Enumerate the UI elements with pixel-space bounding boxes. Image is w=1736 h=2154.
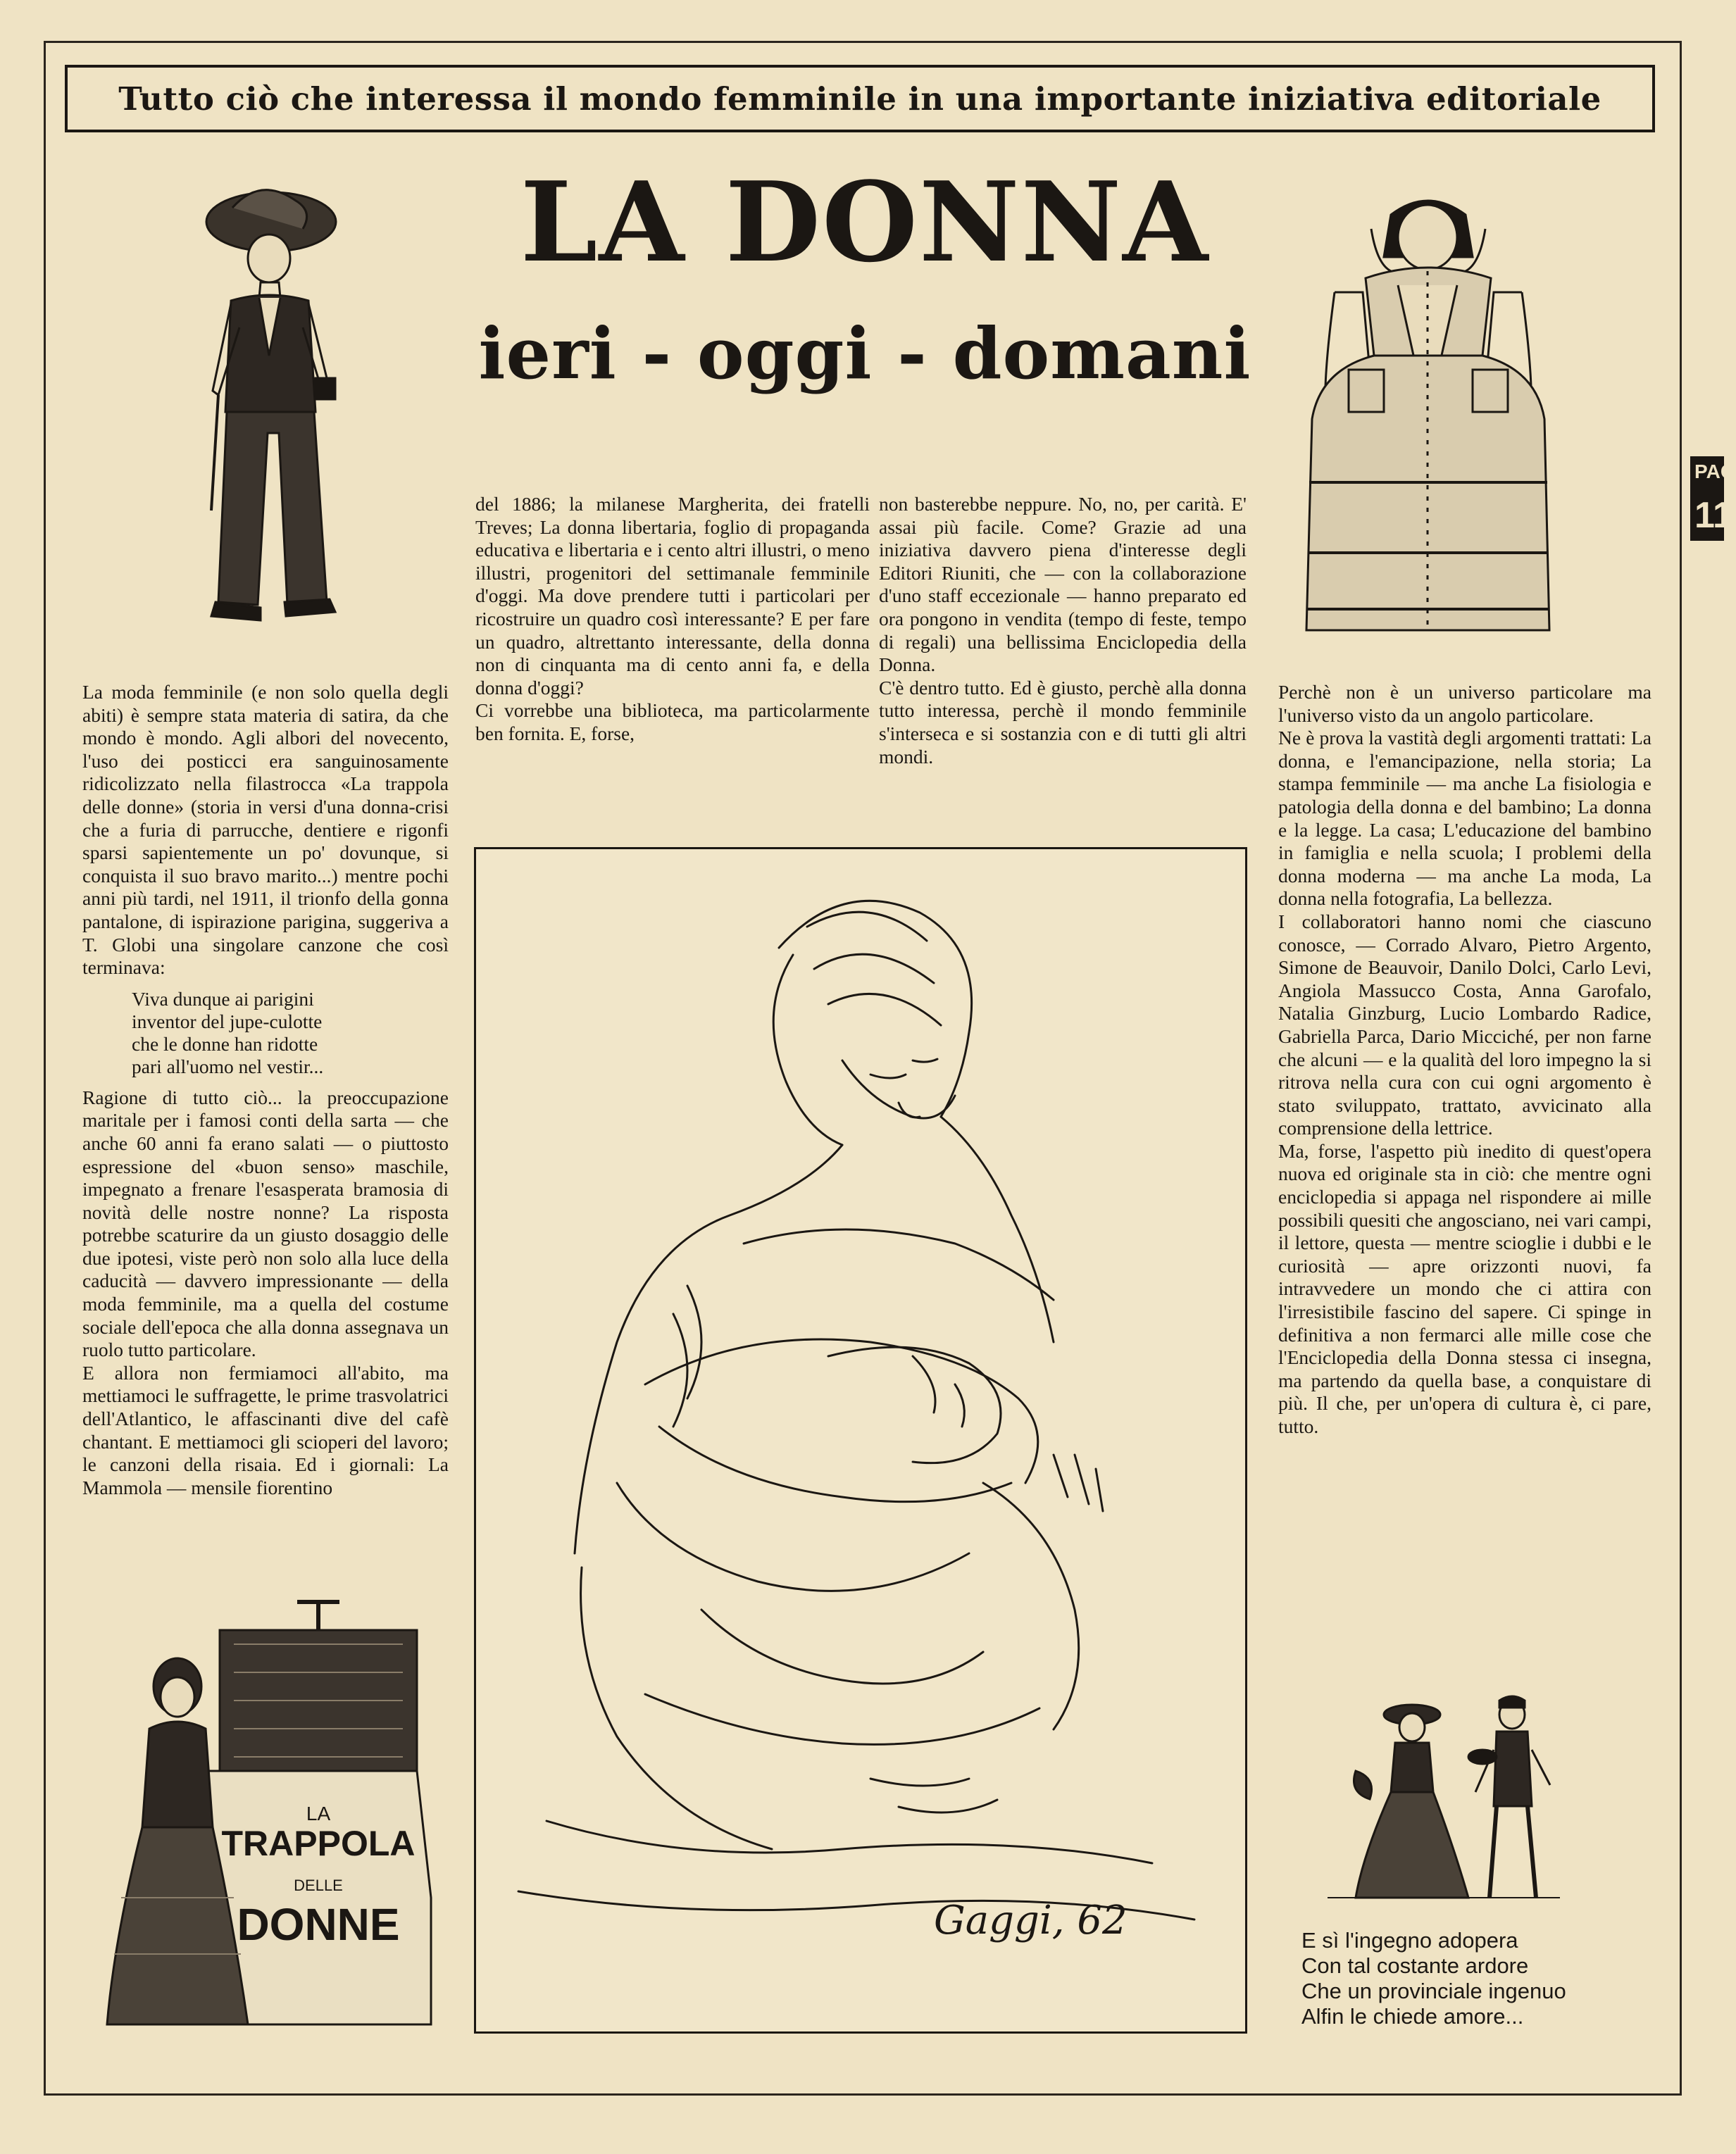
poster-line: LA: [306, 1803, 331, 1824]
verse-block: [132, 988, 449, 1078]
paragraph: Ragione di tutto ciò... la preoccupazione maritale per i famosi conti della sarta — che anche 60 anni fa erano salati — o piuttosto espressione del «buon senso» maschile, impegnato a frenare l'esasperata bramosia di novità delle nostre nonne? La risposta potrebbe scaturire da un giusto dosaggio delle due ipotesi, viste però non solo alla luce della caducità — davvero impressionante — della moda femminile, ma a quella del costume sociale dell'epoca che alla donna assegnava un ruolo tutto particolare.: [82, 1086, 449, 1361]
mother-and-child-drawing: [476, 849, 1245, 2031]
article-column-1: [82, 681, 449, 1499]
article-column-4: [1278, 681, 1651, 1439]
verse-line: Viva dunque ai parigini: [132, 987, 314, 1010]
verse-line: E sì l'ingegno adopera: [1301, 1928, 1518, 1953]
illustration-trappola-poster: [107, 1602, 438, 2039]
article-column-2: [475, 493, 870, 746]
paragraph: E allora non fermiamoci all'abito, ma mettiamoci le suffragette, le prime trasvolatrici dell'Atlantico, le affascinanti dive del cafè chantant. E mettiamoci gli scioperi del lavoro; le canzoni della risaia. Ed i giornali: La Mammola — mensile fiorentino: [82, 1361, 449, 1498]
illustration-woman-trouser-suit: [190, 180, 352, 630]
header-banner: [65, 65, 1655, 132]
page-tab-label: PAG: [1694, 461, 1736, 482]
article-column-3: [879, 493, 1247, 768]
verse-line: inventor del jupe-culotte: [132, 1010, 323, 1032]
artist-signature: Gaggi, 62: [934, 1898, 1128, 1943]
paragraph: Ci vorrebbe una biblioteca, ma particolarmente ben fornita. E, forse,: [475, 699, 870, 744]
paragraph: La moda femminile (e non solo quella degli abiti) è sempre stata materia di satira, da che mondo è mondo. Agli albori del novecento, l'uso dei posticci era sanguinosamente ridicolizzato nella filastrocca «La trappola delle donne» (storia in versi d'una donna-crisi che a furia di parrucche, dentiere e rigonfi sparsi sapientemente un po' dovunque, si conquista il suo bravo marito...) mentre pochi anni più tardi, nel 1911, il trionfo della gonna pantalone, di ispirazione parigina, suggeriva a T. Globi una singolare canzone che così terminava:: [82, 681, 449, 979]
page-title: LA DONNA: [520, 158, 1210, 287]
paragraph: non basterebbe neppure. No, no, per carità. E' assai più facile. Come? Grazie ad una iniziativa davvero piena d'interesse degli Editori Riuniti, che — con la collaborazione d'uno staff eccezionale — hanno preparato ed ora pongono in vendita (tempo di feste, tempo di regali) una bellissima Enciclopedia della Donna.: [879, 493, 1247, 676]
verse-line: Alfin le chiede amore...: [1301, 2004, 1524, 2029]
paragraph: C'è dentro tutto. Ed è giusto, perchè alla donna tutto interessa, perchè il mondo femminile s'interseca e si sostanzia con e di tutti gli altri mondi.: [879, 676, 1247, 768]
paragraph: Ma, forse, l'aspetto più inedito di quest'opera nuova ed originale sta in ciò: che mentre ogni enciclopedia si appaga nel rispondere ai mille possibili quesiti che angosciano, nei vari campi, il lettore, questa — mentre scioglie i dubbi e le curiosità — apre orizzonti nuovi, fa intravvedere un mondo che ci attira con l'irresistibile fascino del sapere. Ci spinge in definitiva a non fermarci alle mille cose che l'Enciclopedia della Donna stessa ci insegna, ma partendo da quella base, a conquistare di più. Il che, per un'opera di cultura è, ci pare, tutto.: [1278, 1139, 1651, 1437]
paragraph: del 1886; la milanese Margherita, dei fratelli Treves; La donna libertaria, foglio di propaganda educativa e libertaria e i cento altri illustri, o meno illustri, progenitori del settimanale femminile d'oggi. Ma dove prendere tutti i particolari per ricostruire un quadro così interessante? E per fare un quadro, altrettanto interessante, della donna non di cinquanta ma di cento anni fa, e della donna d'oggi?: [475, 493, 870, 699]
verse-line: pari all'uomo nel vestir...: [132, 1055, 324, 1077]
verse-line: Con tal costante ardore: [1301, 1953, 1529, 1978]
header-banner-text: Tutto ciò che interessa il mondo femminile in una importante iniziativa editoriale: [118, 80, 1601, 118]
paragraph: Ne è prova la vastità degli argomenti trattati: La donna, e l'emancipazione, nella storia; La stampa femminile — ma anche La fisiologia e patologia della donna e del bambino; La donna e la legge. La casa; L'educazione del bambino in famiglia e nella scuola; I problemi della donna moderna — ma anche La moda, La donna nella fotografia, La bellezza.: [1278, 727, 1651, 910]
paragraph: Perchè non è un universo particolare ma l'universo visto da un angolo particolare.: [1278, 681, 1651, 726]
illustration-infanta: [1306, 187, 1549, 637]
verse-line: che le donne han ridotte: [132, 1032, 318, 1055]
poster-line: DONNE: [237, 1899, 400, 1950]
page-tab-number: 11: [1694, 495, 1733, 536]
closing-verse: [1301, 1928, 1682, 2029]
illustration-courting-couple: [1328, 1686, 1560, 1912]
drawing-frame: [474, 847, 1247, 2034]
poster-line: TRAPPOLA: [221, 1824, 416, 1863]
page-subtitle: ieri - oggi - domani: [478, 312, 1251, 395]
page-number-tab: [1690, 456, 1736, 541]
verse-line: Che un provinciale ingenuo: [1301, 1979, 1566, 2003]
poster-line: DELLE: [294, 1877, 343, 1894]
paragraph: I collaboratori hanno nomi che ciascuno conosce, — Corrado Alvaro, Pietro Argento, Simone de Beauvoir, Danilo Dolci, Carlo Levi, Angiola Massucco Costa, Anna Garofalo, Natalia Ginzburg, Lucio Lombardo Radice, Gabriella Parca, Dario Micciché, per non farne che alcuni — e la qualità del loro impegno la si ritrova nella cura con cui ogni argomento è stato sviluppato, trattato, avvicinato alla comprensione della lettrice.: [1278, 910, 1651, 1139]
